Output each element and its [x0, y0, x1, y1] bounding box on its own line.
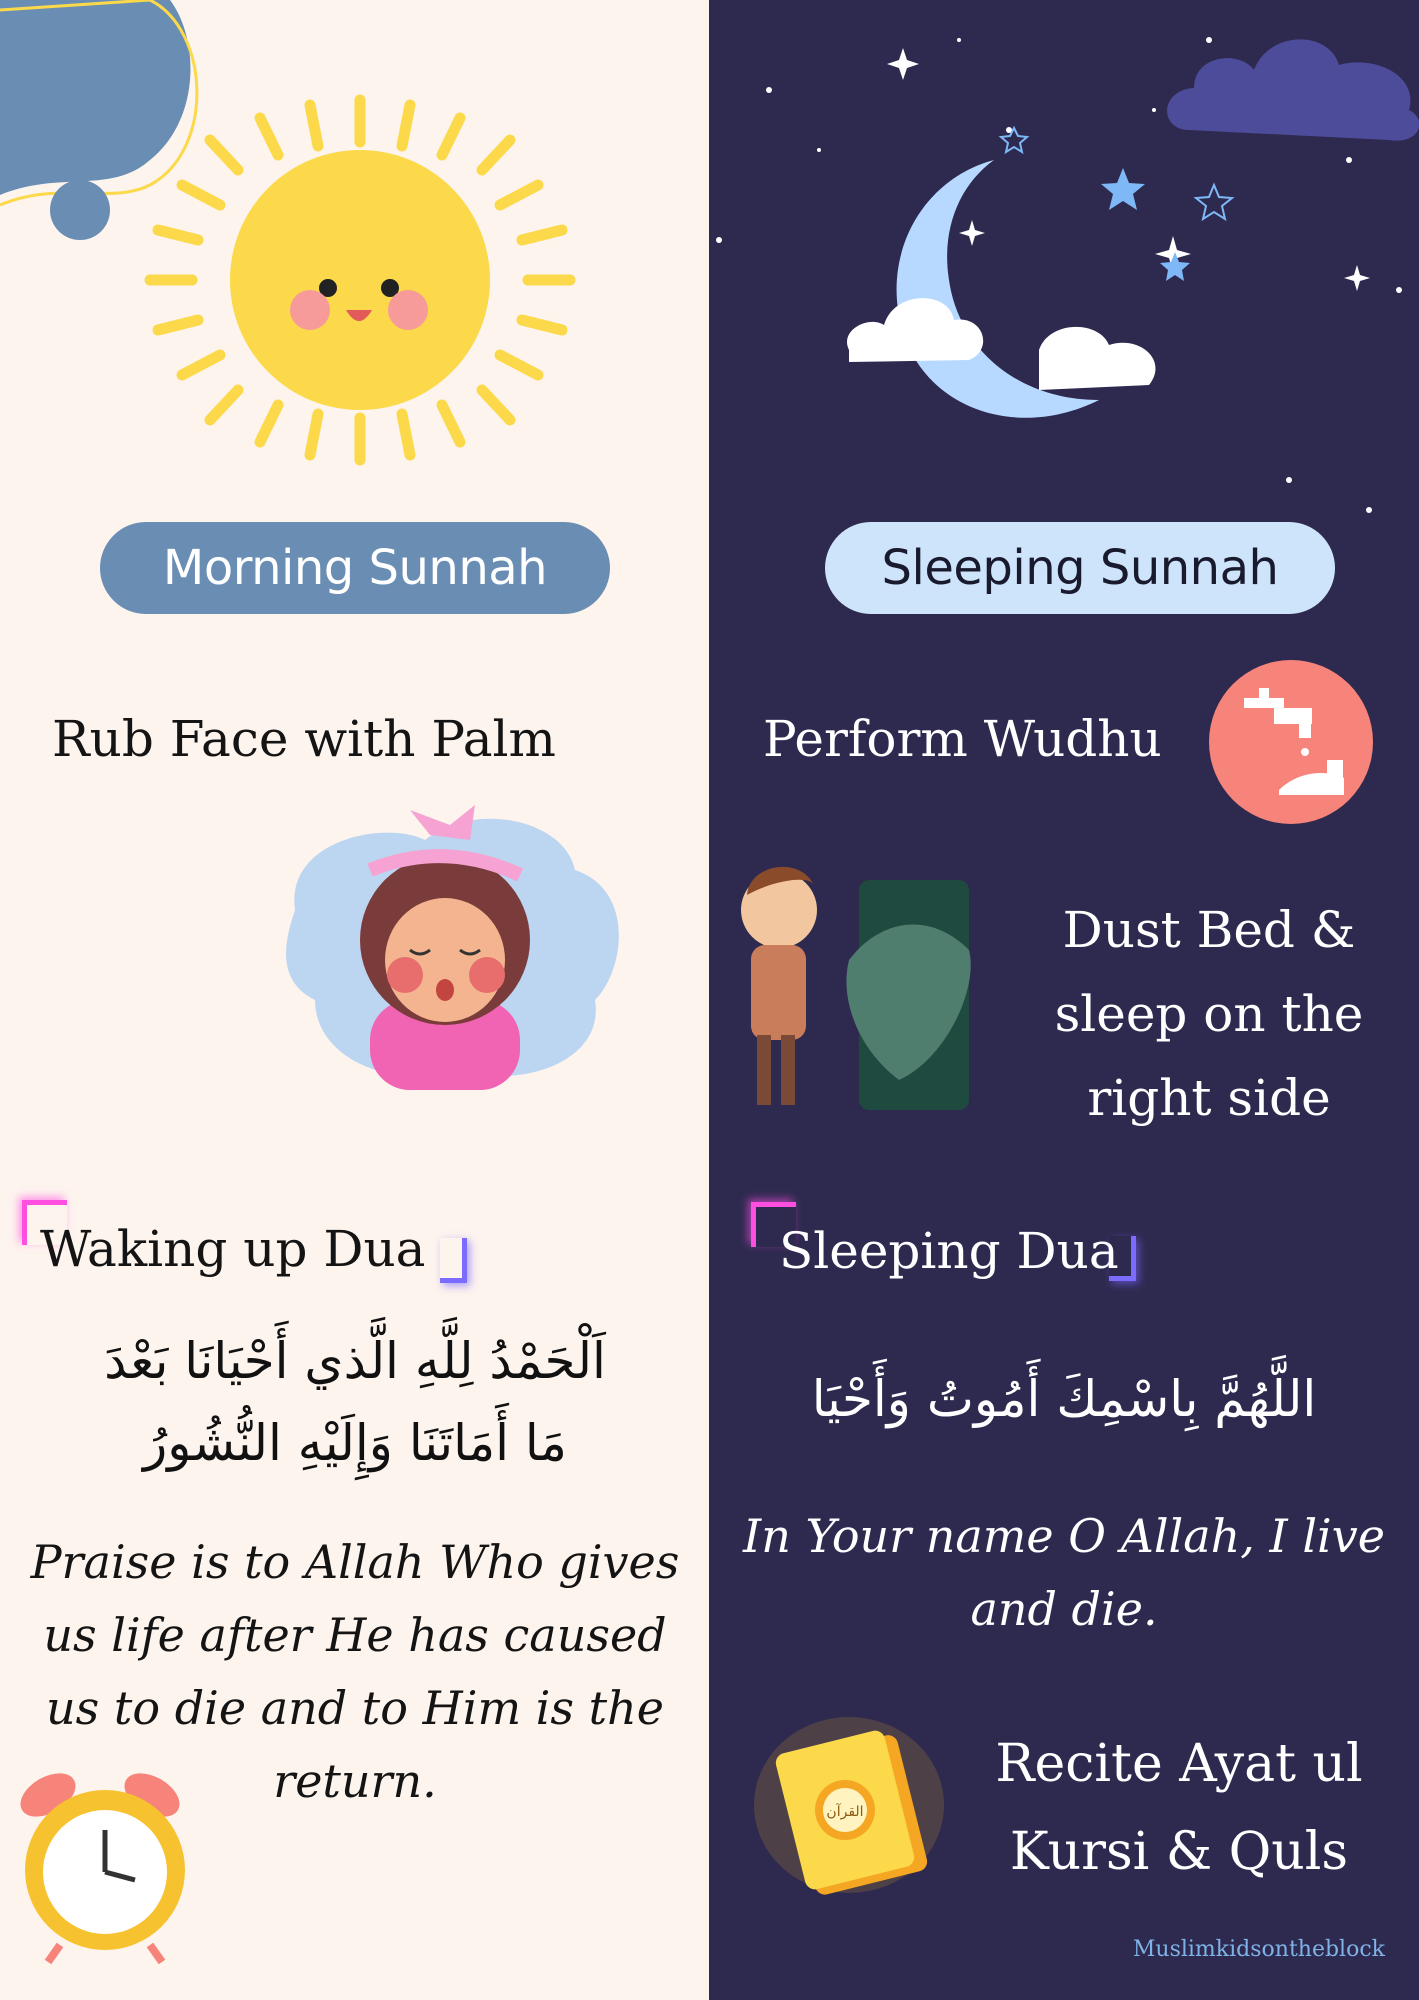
waking-dua-translation: Praise is to Allah Who gives us life after He has caused us to die and to Him is the return. [30, 1535, 680, 1808]
moon-icon [809, 150, 1189, 450]
dust-bed-line2: sleep on the [1054, 985, 1364, 1043]
morning-panel [0, 0, 709, 2000]
alarm-clock-icon [10, 1740, 200, 1970]
sleeping-dua-title: Sleeping Dua [779, 1222, 1119, 1280]
recite-ayat-line2: Kursi & Quls [1009, 1822, 1349, 1882]
cloud-icon [1159, 20, 1419, 150]
waking-dua-title: Waking up Dua [40, 1220, 426, 1278]
rub-face-label: Rub Face with Palm [52, 710, 556, 768]
recite-ayat-line1: Recite Ayat ul [995, 1734, 1363, 1794]
waking-dua-arabic-line1: اَلْحَمْدُ لِلَّهِ الَّذي أَحْيَانَا بَعْدَ [104, 1332, 606, 1390]
dust-bed-line3: right side [1087, 1069, 1331, 1127]
title-bracket-right [1109, 1236, 1136, 1281]
recite-ayat-label [949, 1720, 1409, 1896]
sleeping-dua-translation: In Your name O Allah, I live and die. [743, 1509, 1385, 1636]
wudhu-icon [1209, 660, 1374, 825]
dust-bed-line1: Dust Bed & [1062, 901, 1356, 959]
waking-dua-arabic-line2: مَا أَمَاتَنَا وَإِلَيْهِ النُّشُورُ [143, 1414, 567, 1472]
girl-rubbing-face-illustration [275, 800, 635, 1090]
quran-label: القرآن [826, 1804, 864, 1820]
sun-icon [140, 70, 580, 490]
sleeping-panel [709, 0, 1419, 2000]
title-bracket-right [440, 1238, 467, 1283]
waking-dua-arabic [10, 1320, 700, 1484]
sleeping-dua-arabic: اللَّهُمَّ بِاسْمِكَ أَمُوتُ وَأَحْيَا [811, 1370, 1317, 1428]
dust-bed-label [1039, 888, 1379, 1140]
perform-wudhu-label: Perform Wudhu [763, 710, 1162, 768]
brand-watermark: Muslimkidsontheblock [1132, 1937, 1385, 1962]
boy-dusting-bed-illustration [729, 850, 1029, 1120]
quran-book-icon [749, 1710, 949, 1900]
morning-sunnah-title: Morning Sunnah [100, 522, 610, 614]
sleeping-sunnah-title: Sleeping Sunnah [825, 522, 1335, 614]
